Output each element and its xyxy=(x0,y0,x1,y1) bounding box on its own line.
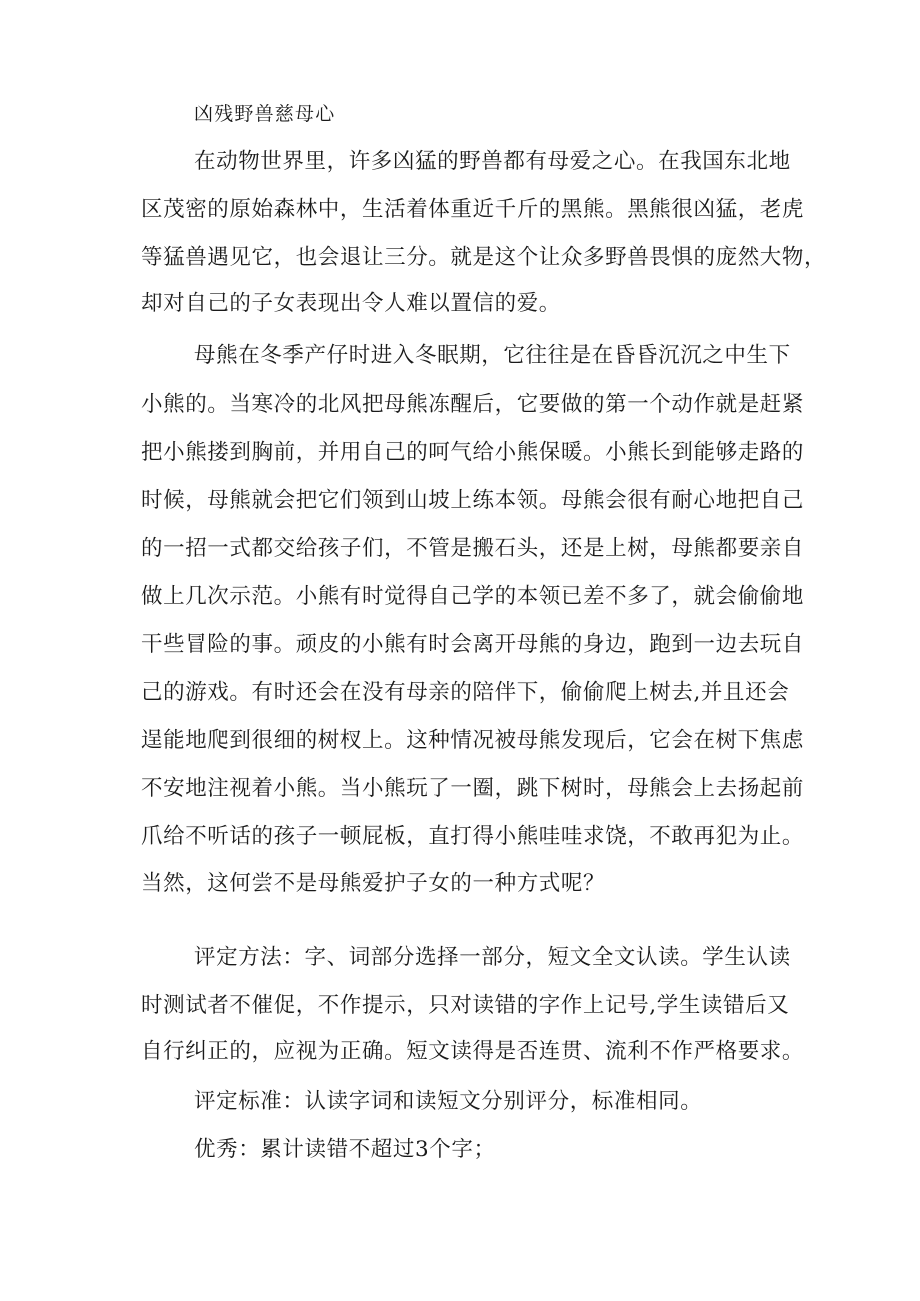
paragraph-1-line-4: 却对自己的子女表现出令人难以置信的爱。 xyxy=(141,291,561,316)
paragraph-2-line-3: 把小熊搂到胸前，并用自己的呵气给小熊保暖。小熊长到能够走路的 xyxy=(141,440,805,465)
paragraph-2-line-7: 干些冒险的事。顽皮的小熊有时会离开母熊的身边，跑到一边去玩自 xyxy=(141,632,805,657)
standard-text: 评定标准：认读字词和读短文分别评分，标准相同。 xyxy=(194,1089,703,1114)
paragraph-1-line-3: 等猛兽遇见它，也会退让三分。就是这个让众多野兽畏惧的庞然大物， xyxy=(141,245,827,270)
paragraph-1-line-2: 区茂密的原始森林中，生活着体重近千斤的黑熊。黑熊很凶猛，老虎 xyxy=(141,197,805,222)
method-line-1: 评定方法：字、词部分选择一部分，短文全文认读。学生认读 xyxy=(194,945,791,970)
paragraph-2-line-2: 小熊的。当寒冷的北风把母熊冻醒后，它要做的第一个动作就是赶紧 xyxy=(141,392,805,417)
method-line-3: 自行纠正的，应视为正确。短文读得是否连贯、流利不作严格要求。 xyxy=(141,1039,805,1064)
method-line-2: 时测试者不催促，不作提示，只对读错的字作上记号,学生读错后又 xyxy=(141,993,790,1018)
paragraph-2-line-9: 逞能地爬到很细的树杈上。这种情况被母熊发现后，它会在树下焦虑 xyxy=(141,728,805,753)
paragraph-2-line-11: 爪给不听话的孩子一顿屁板，直打得小熊哇哇求饶，不敢再犯为止。 xyxy=(141,824,805,849)
paragraph-2-line-8: 己的游戏。有时还会在没有母亲的陪伴下，偷偷爬上树去,并且还会 xyxy=(141,680,790,705)
paragraph-2-line-1: 母熊在冬季产仔时进入冬眠期，它往往是在昏昏沉沉之中生下 xyxy=(194,343,791,368)
paragraph-2-line-5: 的一招一式都交给孩子们，不管是搬石头，还是上树，母熊都要亲自 xyxy=(141,536,805,561)
document-title: 凶残野兽慈母心 xyxy=(194,103,336,125)
paragraph-2-line-4: 时候，母熊就会把它们领到山坡上练本领。母熊会很有耐心地把自己 xyxy=(141,488,805,513)
paragraph-1-line-1: 在动物世界里，许多凶猛的野兽都有母爱之心。在我国东北地 xyxy=(194,149,791,174)
paragraph-2-line-10: 不安地注视着小熊。当小熊玩了一圈，跳下树时，母熊会上去扬起前 xyxy=(141,776,805,801)
excellent-criterion: 优秀：累计读错不超过3个字； xyxy=(194,1137,496,1162)
paragraph-2-line-12: 当然，这何尝不是母熊爱护子女的一种方式呢？ xyxy=(141,871,606,896)
paragraph-2-line-6: 做上几次示范。小熊有时觉得自己学的本领已差不多了，就会偷偷地 xyxy=(141,584,805,609)
